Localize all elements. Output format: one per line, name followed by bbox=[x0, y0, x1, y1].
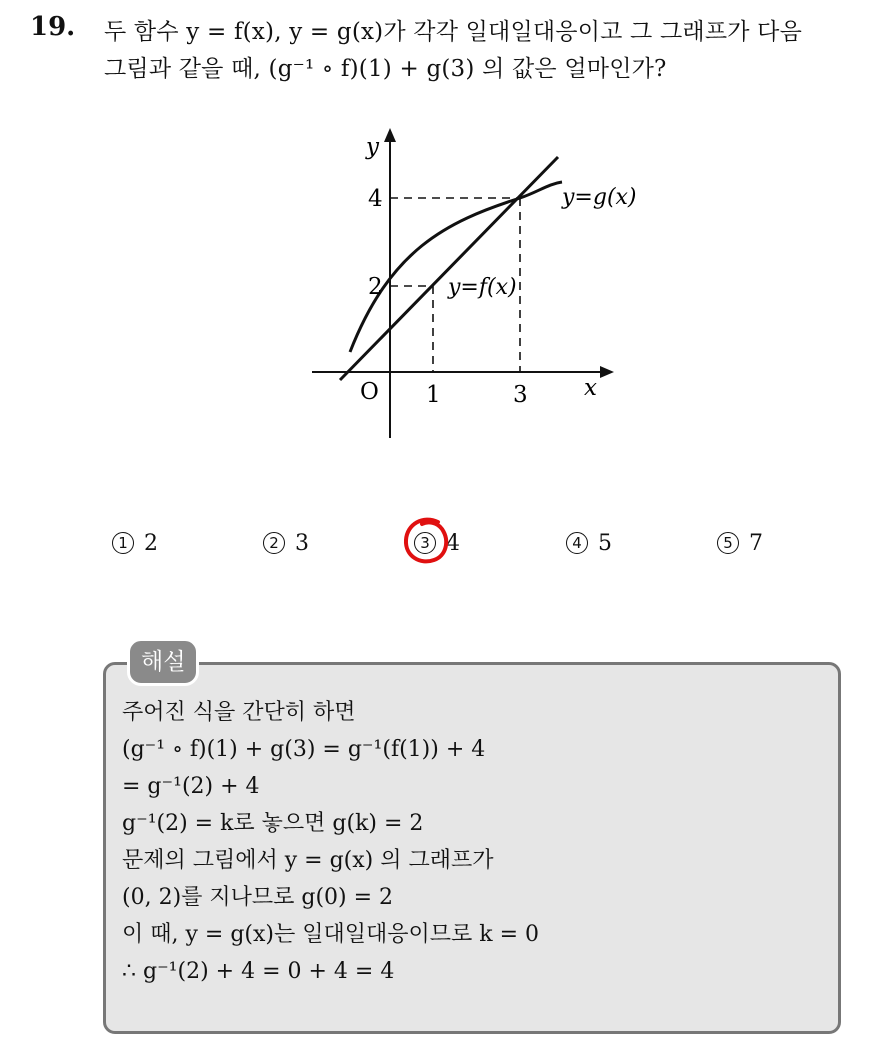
solution-line-2: (g⁻¹ ∘ f)(1) + g(3) = g⁻¹(f(1)) + 4 bbox=[122, 737, 486, 762]
choice-number-4: 4 bbox=[566, 532, 588, 554]
tick-label-y4: 4 bbox=[368, 186, 383, 212]
x-axis-arrow bbox=[600, 366, 614, 378]
solution-line-4: g⁻¹(2) = k로 놓으면 g(k) = 2 bbox=[122, 811, 424, 836]
choice-number-2: 2 bbox=[263, 532, 285, 554]
answer-mark-circle bbox=[398, 513, 454, 569]
tick-label-x3: 3 bbox=[513, 382, 528, 408]
tick-label-x1: 1 bbox=[426, 382, 441, 408]
question-text bbox=[104, 14, 874, 88]
choice-1[interactable] bbox=[112, 524, 158, 564]
question-line-1: 두 함수 y = f(x), y = g(x)가 각각 일대일대응이고 그 그래프가 다음 bbox=[104, 19, 803, 45]
choice-number-3: 3 bbox=[414, 532, 436, 554]
choice-5[interactable] bbox=[717, 524, 763, 564]
solution-text bbox=[122, 694, 822, 990]
choice-2[interactable] bbox=[263, 524, 309, 564]
solution-line-3: = g⁻¹(2) + 4 bbox=[122, 774, 260, 799]
question-line-2: 그림과 같을 때, (g⁻¹ ∘ f)(1) + g(3) 의 값은 얼마인가? bbox=[104, 56, 667, 82]
answer-mark-stroke bbox=[406, 520, 446, 562]
function-graph bbox=[300, 120, 650, 450]
choice-value-3: 4 bbox=[446, 531, 460, 556]
choice-value-5: 7 bbox=[749, 531, 763, 556]
y-axis-arrow bbox=[384, 128, 396, 142]
choice-number-1: 1 bbox=[112, 532, 134, 554]
solution-line-1: 주어진 식을 간단히 하면 bbox=[122, 700, 356, 725]
choice-value-4: 5 bbox=[598, 531, 612, 556]
tick-label-y2: 2 bbox=[368, 274, 383, 300]
choice-value-2: 3 bbox=[295, 531, 309, 556]
solution-tag: 해설 bbox=[127, 638, 199, 686]
y-axis-label: y bbox=[366, 134, 379, 160]
choice-value-1: 2 bbox=[144, 531, 158, 556]
question-number: 19. bbox=[30, 12, 76, 42]
solution-line-7: 이 때, y = g(x)는 일대일대응이므로 k = 0 bbox=[122, 922, 539, 947]
solution-line-8: ∴ g⁻¹(2) + 4 = 0 + 4 = 4 bbox=[122, 959, 395, 984]
solution-line-5: 문제의 그림에서 y = g(x) 의 그래프가 bbox=[122, 848, 494, 873]
x-axis-label: x bbox=[584, 375, 597, 401]
choice-number-5: 5 bbox=[717, 532, 739, 554]
solution-line-6: (0, 2)를 지나므로 g(0) = 2 bbox=[122, 885, 394, 910]
line-f-label: y=f(x) bbox=[448, 275, 517, 300]
origin-label: O bbox=[360, 379, 379, 405]
curve-g-label: y=g(x) bbox=[562, 185, 637, 210]
choice-4[interactable] bbox=[566, 524, 612, 564]
